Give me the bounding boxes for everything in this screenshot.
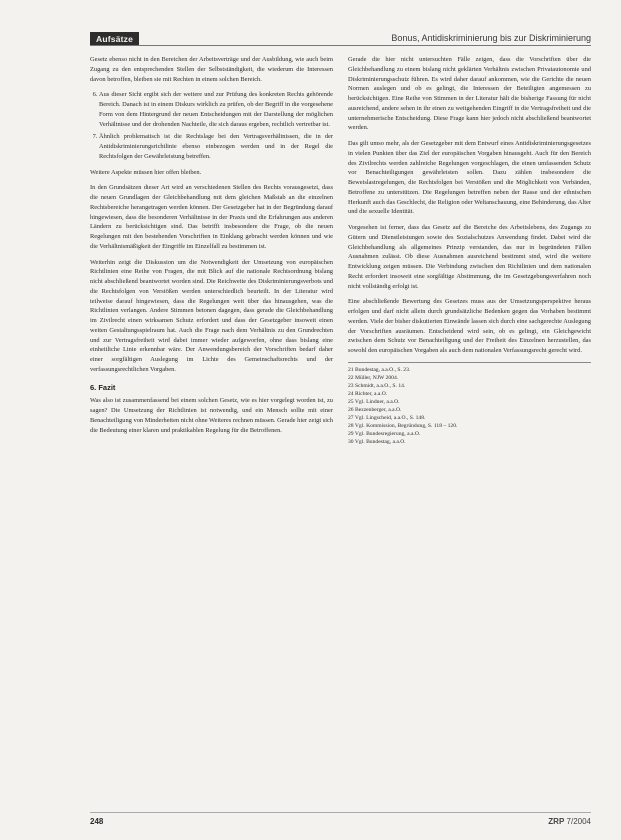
- paragraph: Gerade die hier nicht untersuchten Fälle zeigen, dass die Vorschriften über die Gleichbehandlung zu einem bislang nicht geklärten Verhältnis zwischen Privatautonomie und Diskriminierungsschutz führen. Es wird daher darauf ankommen, wie die Gerichte die neuen Normen auslegen und ob es gelingt, die Interessen der Beteiligten angemessen zu berücksichtigen. Eine Reihe von Stimmen in der Literatur hält die bisherige Fassung für nicht ausreichend, andere sehen in ihr einen zu weitgehenden Eingriff in die Vertragsfreiheit und die unternehmerische Entscheidung. Diese Frage kann hier jedoch nicht abschließend beantwortet werden.: [348, 56, 591, 132]
- footnote: 23 Schmidt, a.a.O., S. 14.: [348, 382, 406, 389]
- paragraph: Eine abschließende Bewertung des Gesetzes muss aus der Umsetzungsperspektive heraus erfolgen und darf nicht allein durch grundsätzliche Bedenken gegen das Vorhaben bestimmt werden. Viele der bisher diskutierten Einwände lassen sich durch eine sachgerechte Auslegung der Vorschriften ausräumen. Entscheidend wird sein, ob es gelingt, ein Gleichgewicht zwischen dem Schutz vor Benachteiligung und der Freiheit des Einzelnen herzustellen, das sowohl den europäischen Vorgaben als auch dem nationalen Verfassungsrecht gerecht wird.: [348, 298, 591, 354]
- footnotes: [348, 362, 591, 446]
- running-title: Bonus, Antidiskriminierung bis zur Diskriminierung: [391, 33, 591, 43]
- paragraph: Weiterhin zeigt die Diskussion um die Notwendigkeit der Umsetzung von europäischen Richtlinien eine Reihe von Fragen, die mit Blick auf die nationale Rechtsordnung bislang nicht abschließend beantwortet worden sind. Die Reichweite des Diskriminierungsverbots und die Rechtsfolgen von Verstößen werden unterschiedlich beurteilt. In der Literatur wird teilweise darauf hingewiesen, dass die Regelungen weit über das hinausgehen, was die Richtlinien verlangen. Andere Stimmen betonen dagegen, dass gerade die Gleichbehandlung im Zivilrecht einen wirksamen Schutz erfordert und dass der Gesetzgeber insoweit einen weiten Gestaltungsspielraum hat. Auch die Frage nach dem Verhältnis zu den Grundrechten und zur Vertragsfreiheit wird dabei immer wieder aufgeworfen, ohne dass bislang eine einheitliche Linie erkennbar wäre. Der Anwendungsbereich der Vorschriften bedarf daher einer sorgfältigen Auslegung im Lichte des Gemeinschaftsrechts und der verfassungsrechtlichen Vorgaben.: [90, 258, 333, 373]
- paragraph: In den Grundsätzen dieser Art wird an verschiedenen Stellen des Rechts vorausgesetzt, dass die neuen Grundlagen der Gleichbehandlung mit dem gleichen Maßstab an die einzelnen Rechtsbereiche herangetragen werden können. Der Gesetzgeber hat in der Begründung darauf hingewiesen, dass die besonderen Verhältnisse in der Praxis und die Erfahrungen aus anderen Ländern zu berücksichtigen sind. Das betrifft insbesondere die Frage, ob die neuen Regelungen mit den bestehenden Vorschriften in Einklang gebracht werden können und wie die Verhältnismäßigkeit der Eingriffe im Einzelfall zu bestimmen ist.: [90, 184, 333, 250]
- paragraph: Gesetz ebenso nicht in den Bereichen der Arbeitsverträge und der Ausbildung, wie auch beim Zugang zu den entsprechenden Stellen der Selbstständigkeit, die wiederum die Interessen davon betroffen, bleiben sie mit Rechten in einem solchen Bereich.: [90, 56, 333, 83]
- section-heading: 6. Fazit: [90, 382, 116, 392]
- journal-issue: 7/2004: [566, 817, 591, 826]
- right-column: [348, 55, 591, 446]
- paragraph: Das gilt umso mehr, als der Gesetzgeber mit dem Entwurf eines Antidiskriminierungsgesetzes in vielen Punkten über das Ziel der europäischen Vorgaben hinausgeht. Auch für den Bereich des Zivilrechts werden zahlreiche Regelungen vorgeschlagen, die einen umfassenden Schutz vor Benachteiligungen gewährleisten sollen. Dazu zählen insbesondere die Beweislastregelungen, die Rechtsfolgen bei Verstößen und die Möglichkeit von Verbänden, Betroffene zu unterstützen. Die Regelungen betreffen neben der Rasse und der ethnischen Herkunft auch das Geschlecht, die Religion oder Weltanschauung, eine Behinderung, das Alter und die sexuelle Identität.: [348, 140, 591, 216]
- header-divider: [90, 45, 591, 46]
- footnote: 24 Richter, a.a.O.: [348, 390, 388, 397]
- footnote: 25 Vgl. Lindner, a.a.O.: [348, 398, 400, 405]
- footnote: 29 Vgl. Bundesregierung, a.a.O.: [348, 430, 421, 437]
- journal-reference: [548, 817, 591, 826]
- left-column: [90, 55, 333, 441]
- list-item: 7. Ähnlich problematisch ist die Rechtslage bei den Vertragsverhältnissen, die in der Antidiskriminierungsrichtlinie ebenso einbezogen werden und in der Regel die Rechtsfolgen der Gewährleistung betreffen.: [99, 132, 333, 161]
- journal-logo: ZRP: [548, 817, 565, 826]
- paragraph: Vorgesehen ist ferner, dass das Gesetz auf die Bereiche des Arbeitslebens, des Zugangs zu Gütern und Dienstleistungen sowie des Sozialschutzes Anwendung findet. Dabei wird die Gleichbehandlung als allgemeines Prinzip verstanden, das nur in begründeten Fällen Ausnahmen zulässt. Ob diese Ausnahmen ausreichend bestimmt sind, wird die weitere Entwicklung zeigen müssen. Die Verbindung zwischen den Richtlinien und dem nationalen Recht erfordert insoweit eine sorgfältige Abstimmung, die im Gesetzgebungsverfahren noch nicht vollständig erfolgt ist.: [348, 224, 591, 290]
- footnote: 22 Müller, NJW 2004.: [348, 374, 399, 381]
- footer-divider: [90, 812, 591, 813]
- footnote: 30 Vgl. Bundestag, a.a.O.: [348, 438, 406, 445]
- paragraph: Weitere Aspekte müssen hier offen bleiben.: [90, 168, 202, 176]
- footnote: 28 Vgl. Kommission, Begründung, S. 118 – 120.: [348, 422, 458, 429]
- section-tag: Aufsätze: [90, 32, 139, 46]
- footnote: 27 Vgl. Lingscheid, a.a.O., S. 148.: [348, 414, 426, 421]
- paragraph: Was also ist zusammenfassend bei einem solchen Gesetz, wie es hier vorgelegt worden ist, zu sagen? Die Umsetzung der Richtlinien ist notwendig, und ein Mensch sollte mit einer Benachteiligung von Minderheiten nicht ohne Weiteres rechnen müssen. Gerade hier zeigt sich die Bedeutung einer klaren und praktikablen Regelung für die Betroffenen.: [90, 397, 333, 434]
- footnote: 21 Bundestag, a.a.O., S. 23.: [348, 366, 411, 373]
- list-item: 6. Aus dieser Sicht ergibt sich der weitere und zur Prüfung des konkreten Rechts gehörende Bereich. Danach ist in einem Diskurs wirklich zu prüfen, ob der Begriff in die vorgesehene Form von dem Hintergrund der neuen Entscheidungen mit der Darstellung der möglichen Verhältnisse und der drohenden Nachteile, die sich daraus ergeben, rechtlich vertretbar ist.: [99, 90, 333, 129]
- numbered-list: [90, 90, 333, 161]
- page-number: 248: [90, 817, 104, 826]
- footnote: 26 Bezzenberger, a.a.O.: [348, 406, 402, 413]
